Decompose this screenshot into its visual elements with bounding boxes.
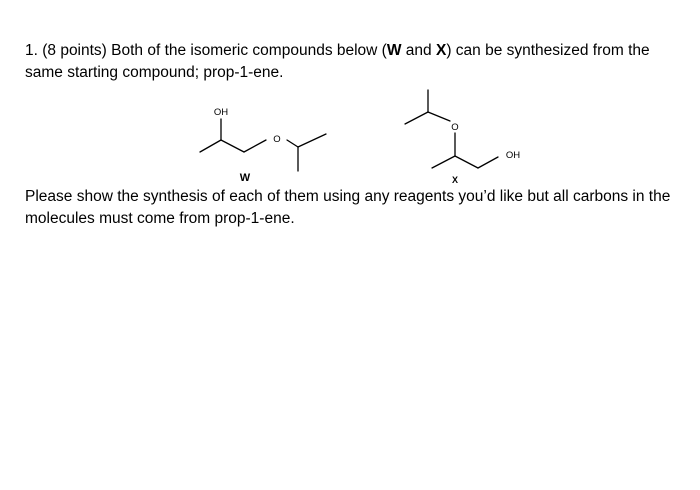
compound-w-label: W (239, 172, 251, 184)
compound-x-reference: X (435, 42, 447, 59)
w-bond (287, 140, 298, 147)
question-line-1-end: ) can be synthesized from the (446, 42, 650, 59)
w-bond (200, 140, 221, 152)
w-ether-oxygen-label: O (273, 134, 281, 145)
x-bond (432, 156, 455, 168)
x-bond (478, 157, 498, 168)
x-bond (455, 156, 478, 168)
w-bond (298, 134, 326, 147)
w-hydroxyl-label: OH (213, 107, 229, 118)
compound-w-reference: W (386, 42, 402, 59)
conjunction-text: and (401, 42, 436, 59)
question-line-2: same starting compound; prop-1-ene. (25, 64, 284, 81)
w-bond (244, 140, 266, 152)
x-hydroxyl-label: OH (505, 150, 521, 161)
compound-w-structure (200, 119, 326, 171)
compound-x-label: X (451, 175, 459, 185)
w-bond (221, 140, 244, 152)
instructions-line-2: molecules must come from prop-1-ene. (25, 210, 295, 227)
x-bond (405, 112, 428, 124)
question-intro: 1. (8 points) Both of the isomeric compounds below ( (25, 42, 387, 59)
instructions-line-1: Please show the synthesis of each of them using any reagents you’d like but all carbons in the (25, 188, 671, 205)
x-ether-oxygen-label: O (451, 122, 459, 133)
instructions-text (25, 186, 685, 230)
x-bond (428, 112, 450, 121)
